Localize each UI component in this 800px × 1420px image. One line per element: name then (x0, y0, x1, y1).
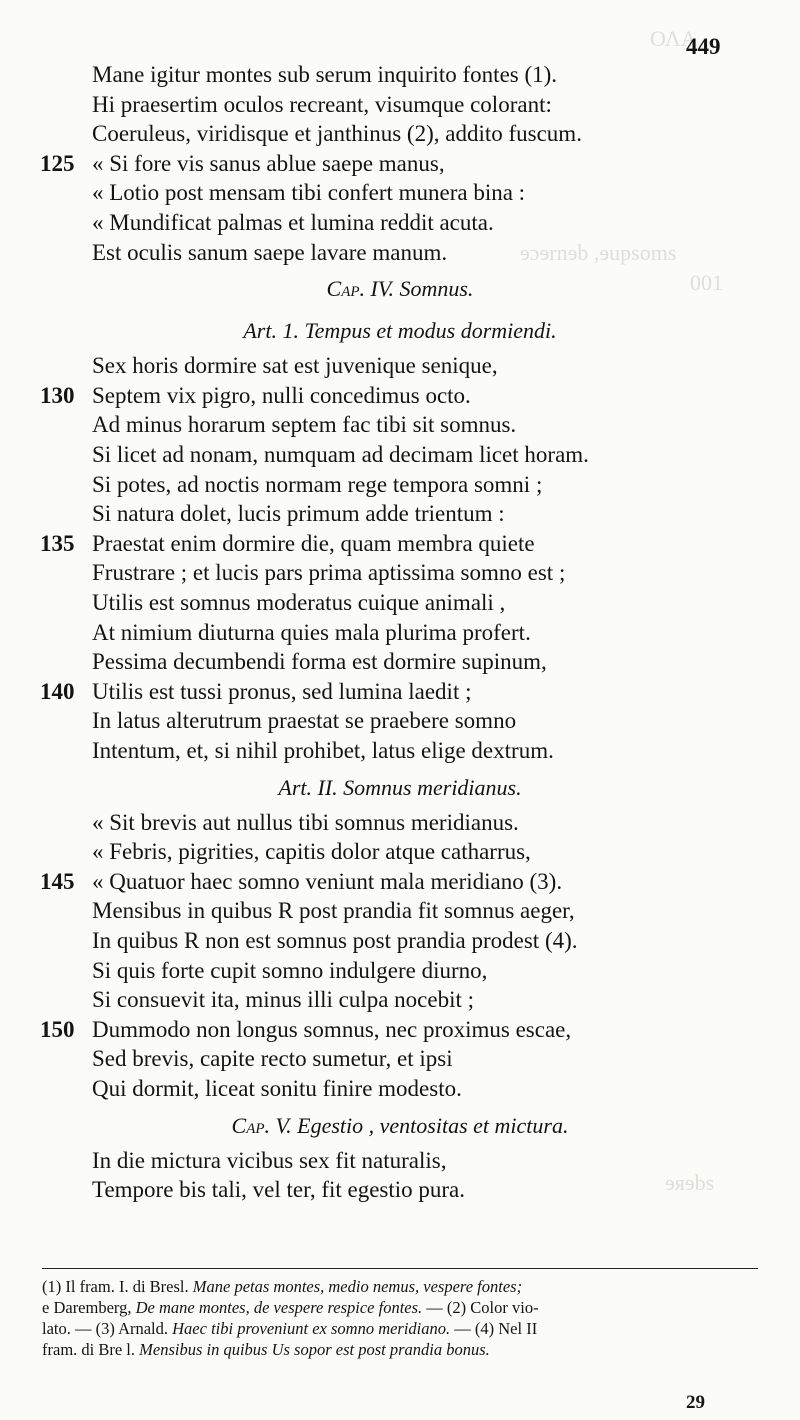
verse-line (0, 238, 800, 268)
verse-text: « Sit brevis aut nullus tibi somnus meridianus. (92, 809, 519, 835)
verse-line (0, 119, 800, 149)
verse-text: Si quis forte cupit somno indulgere diurno, (92, 957, 488, 983)
verse-text: Pessima decumbendi forma est dormire supinum, (92, 649, 547, 675)
verse-text: « Si fore vis sanus ablue saepe manus, (92, 150, 445, 176)
chapter-label: Cap. (231, 1112, 276, 1138)
verse-text: In die mictura vicibus sex fit naturalis, (92, 1147, 447, 1173)
verse-line (0, 588, 800, 618)
footnote-rule (42, 1268, 758, 1269)
section-heading (0, 772, 800, 804)
verse-text: Tempore bis tali, vel ter, fit egestio pura. (92, 1177, 466, 1203)
verse-text: Utilis est somnus moderatus cuique animali , (92, 590, 506, 615)
verse-text: In quibus R non est somnus post prandia prodest (4). (92, 928, 578, 953)
verse-line (0, 351, 800, 381)
verse-text: Dummodo non longus somnus, nec proximus escae, (92, 1016, 572, 1042)
chapter-label: Cap. (326, 276, 371, 302)
verse-line (0, 1074, 800, 1104)
verse-line (0, 178, 800, 208)
verse-text: Sex horis dormire sat est juvenique senique, (92, 353, 498, 379)
verse-line (0, 60, 800, 90)
section-heading (0, 273, 800, 305)
verse-text: « Mundificat palmas et lumina reddit acuta. (92, 210, 494, 235)
verse-text: Coeruleus, viridisque et janthinus (2), addito fuscum. (92, 121, 582, 147)
verse-text: Si consuevit ita, minus illi culpa nocebit ; (92, 987, 475, 1013)
bleed-through-text: ΟΛΑ (650, 26, 697, 51)
verse-line (0, 149, 800, 179)
verse-text: Hi praesertim oculos recreant, visumque colorant: (92, 91, 552, 117)
signature-mark: 29 (686, 1392, 705, 1413)
verse-text: Si natura dolet, lucis primum adde trientum : (92, 501, 505, 527)
heading-text: IV. Somnus. (370, 276, 474, 302)
verse-line (0, 808, 800, 838)
verse-text: Est oculis sanum saepe lavare manum. (92, 239, 448, 265)
verse-line (0, 618, 800, 648)
line-number: 150 (40, 1016, 75, 1042)
verse-line (0, 736, 800, 766)
verse-line (0, 1044, 800, 1074)
verse-line (0, 208, 800, 238)
verse-line (0, 837, 800, 867)
bleed-through-text: ɘᴙɘbs (665, 1170, 715, 1195)
verse-text: In latus alterutrum praestat se praebere somno (92, 708, 517, 734)
bleed-through-text: 001 (690, 270, 723, 295)
footnote-line: e Daremberg, De mane montes, de vespere respice fontes. — (2) Color vio- (42, 1298, 539, 1317)
heading-text: V. Egestio , ventositas et mictura. (275, 1112, 569, 1138)
verse-text: Si licet ad nonam, numquam ad decimam licet horam. (92, 442, 589, 467)
verse-line (0, 896, 800, 926)
verse-text: Frustrare ; et lucis pars prima aptissima somno est ; (92, 560, 566, 586)
line-number: 135 (40, 530, 75, 556)
verse-line (0, 647, 800, 677)
verse-line (0, 410, 800, 440)
verse-text: Intentum, et, si nihil prohibet, latus elige dextrum. (92, 738, 554, 763)
verse-line (0, 1015, 800, 1045)
line-number: 140 (40, 678, 75, 704)
verse-line (0, 499, 800, 529)
verse-line (0, 558, 800, 588)
verse-text: Septem vix pigro, nulli concedimus octo. (92, 382, 471, 408)
page-number: 449 (686, 34, 721, 59)
verse-text: Si potes, ad noctis normam rege tempora somni ; (92, 471, 543, 497)
verse-line (0, 529, 800, 559)
section-heading (0, 315, 800, 347)
verse-line (0, 706, 800, 736)
verse-line (0, 985, 800, 1015)
verse-text: Mane igitur montes sub serum inquirito fontes (1). (92, 62, 558, 87)
verse-text: Praestat enim dormire die, quam membra quiete (92, 530, 535, 556)
footnotes (42, 1276, 758, 1360)
section-heading (0, 1110, 800, 1142)
verse-text: Mensibus in quibus R post prandia fit somnus aeger, (92, 898, 575, 924)
verse-line (0, 956, 800, 986)
verse-line (0, 926, 800, 956)
verse-text: Qui dormit, liceat sonitu finire modesto. (92, 1076, 462, 1101)
verse-text: Utilis est tussi pronus, sed lumina laedit ; (92, 678, 472, 704)
line-number: 125 (40, 150, 75, 176)
line-number: 130 (40, 382, 75, 408)
verse-line (0, 677, 800, 707)
verse-line (0, 1175, 800, 1205)
bleed-through-text: ɘɔɘrnɘb ,ɘupsoms (520, 240, 677, 265)
heading-text: Art. II. Somnus meridianus. (278, 774, 522, 800)
verse-text: « Lotio post mensam tibi confert munera bina : (92, 180, 526, 206)
verse-text: Sed brevis, capite recto sumetur, et ipsi (92, 1046, 453, 1072)
verse-line (0, 470, 800, 500)
verse-text: At nimium diuturna quies mala plurima profert. (92, 619, 531, 645)
verse-line (0, 867, 800, 897)
heading-text: Art. 1. Tempus et modus dormiendi. (243, 318, 557, 344)
verse-text: « Febris, pigrities, capitis dolor atque catharrus, (92, 839, 531, 865)
footnote-line: (1) Il fram. I. di Bresl. Mane petas montes, medio nemus, vespere fontes; (42, 1277, 523, 1296)
verse-line (0, 440, 800, 470)
verse-line (0, 381, 800, 411)
line-number: 145 (40, 868, 75, 894)
footnote-line: lato. — (3) Arnald. Haec tibi proveniunt ex somno meridiano. — (4) Nel II (42, 1319, 538, 1338)
footnote-line: fram. di Bre l. Mensibus in quibus Us sopor est post prandia bonus. (42, 1340, 490, 1359)
verse-text: Ad minus horarum septem fac tibi sit somnus. (92, 412, 517, 438)
verse-line (0, 90, 800, 120)
verse-line (0, 1146, 800, 1176)
verse-text: « Quatuor haec somno veniunt mala meridiano (3). (92, 868, 563, 894)
